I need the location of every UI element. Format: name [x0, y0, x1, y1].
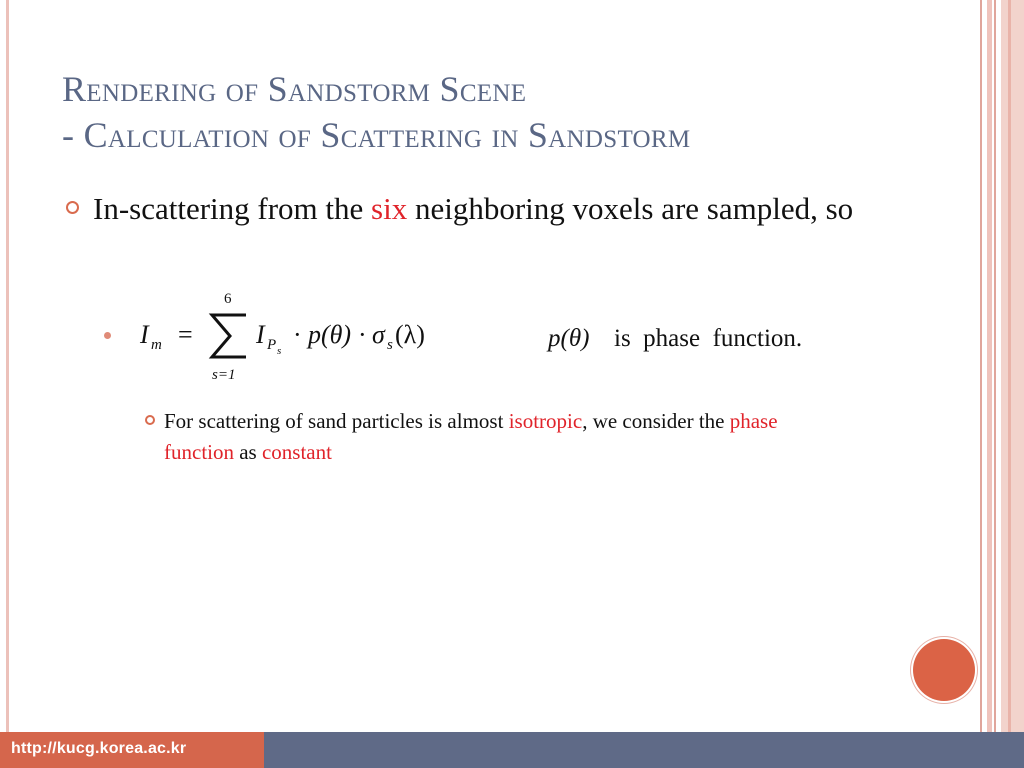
- eq-sum-lower: s=1: [212, 367, 236, 383]
- bullet-2-text: For scattering of sand particles is almost isotropic, we consider the phase function as constant: [164, 409, 778, 464]
- summation-sign-icon: [212, 315, 246, 357]
- equation-svg: [136, 285, 876, 385]
- bullet-level-2: [145, 406, 825, 468]
- eq-equals: =: [178, 320, 193, 349]
- eq-term-subsub: s: [277, 345, 282, 357]
- footer-bar: [264, 732, 1024, 768]
- small-ring-bullet-icon: [145, 415, 155, 425]
- left-frame-line: [6, 0, 9, 732]
- bullet-level-1: [66, 190, 886, 228]
- eq-note-text: is phase function.: [614, 325, 803, 352]
- highlight-six: six: [371, 191, 408, 226]
- eq-sigma: σ: [372, 320, 385, 349]
- footer-url-bar: [0, 732, 264, 768]
- dot-bullet-icon: [104, 332, 111, 339]
- highlight-constant: constant: [261, 440, 332, 464]
- eq-term-i: I: [256, 320, 265, 349]
- eq-sum-upper: 6: [224, 291, 232, 307]
- eq-lhs: I: [140, 320, 149, 349]
- title-line-1: Rendering of Sandstorm Scene: [62, 69, 527, 109]
- decorative-circle: [913, 639, 975, 701]
- eq-lhs-sub: m: [151, 337, 162, 353]
- highlight-isotropic: isotropic: [508, 409, 583, 433]
- eq-lambda: (λ): [395, 320, 425, 349]
- title-line-2: - Calculation of Scattering in Sandstorm: [62, 115, 691, 155]
- right-decorative-stripes: [980, 0, 1024, 732]
- eq-term-sub: P: [267, 337, 277, 353]
- eq-note-func: p(θ): [548, 325, 590, 352]
- bullet-1-text: In-scattering from the six neighboring voxels are sampled, so: [93, 191, 854, 226]
- footer-url-link[interactable]: http://kucg.korea.ac.kr: [11, 740, 187, 757]
- slide-title: [62, 66, 690, 158]
- highlight-phase-function: phase function: [164, 409, 778, 464]
- eq-cdot-1: ·: [293, 320, 302, 349]
- eq-cdot-2: ·: [358, 320, 367, 349]
- eq-sigma-sub: s: [387, 337, 393, 353]
- eq-phase: p(θ): [308, 320, 352, 349]
- equation-row: [100, 285, 880, 385]
- ring-bullet-icon: [66, 201, 79, 214]
